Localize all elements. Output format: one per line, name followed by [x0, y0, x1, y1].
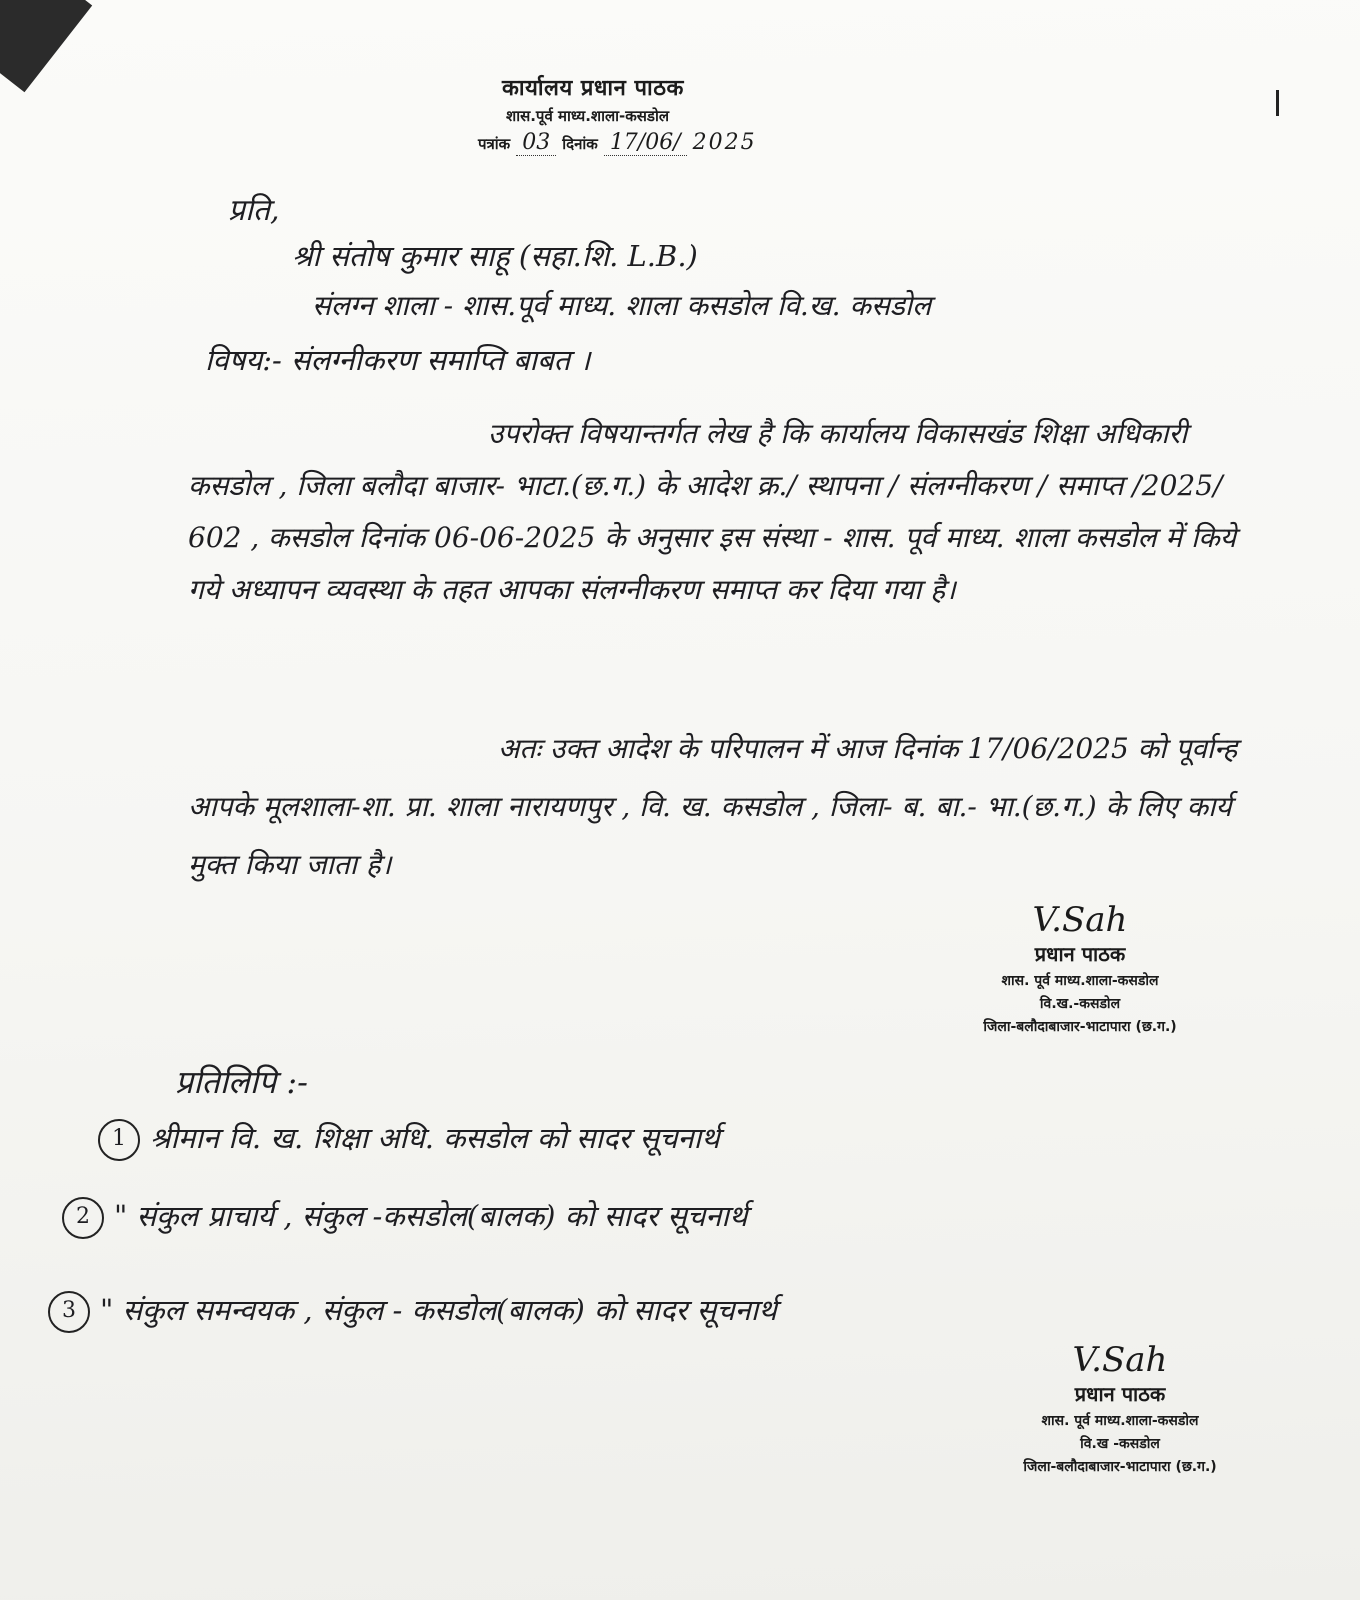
copy-item-text: " संकुल प्राचार्य , संकुल -कसडोल(बालक) को सादर सूचनार्थ: [114, 1199, 748, 1233]
school-name: शास.पूर्व माध्य.शाला-कसडोल: [506, 107, 670, 125]
signature: V.Sah: [1032, 900, 1128, 940]
copy-label: प्रतिलिपि :-: [175, 1063, 308, 1101]
copy-item-text: " संकुल समन्वयक , संकुल - कसडोल(बालक) को सादर सूचनार्थ: [100, 1293, 777, 1327]
copy-item-number: 1: [98, 1119, 140, 1161]
signature: V.Sah: [1072, 1340, 1168, 1380]
body-paragraph-1: [188, 408, 1268, 616]
signatory-school: शास. पूर्व माध्य.शाला-कसडोल: [1001, 973, 1159, 989]
para2-text: अतः उक्त आदेश के परिपालन में आज दिनांक 17/06/2025 को पूर्वान्ह आपके मूलशाला-शा. प्रा. शाला नारायणपुर , वि. ख. कसडोल , जिला- ब. बा.- भा.(छ.ग.) के लिए कार्य मुक्त किया जाता है।: [188, 732, 1238, 881]
body-paragraph-2: [188, 720, 1268, 894]
edge-mark: [1276, 90, 1279, 116]
copy-item: [48, 1290, 777, 1333]
copy-item-text: श्रीमान वि. ख. शिक्षा अधि. कसडोल को सादर सूचनार्थ: [150, 1121, 720, 1155]
signature-block-1: [920, 900, 1240, 1036]
scan-corner-shadow: [0, 0, 92, 92]
office-title: कार्यालय प्रधान पाठक: [502, 76, 684, 101]
attached-school: संलग्न शाला - शास.पूर्व माध्य. शाला कसडोल वि.ख. कसडोल: [312, 289, 932, 322]
para1-text: उपरोक्त विषयान्तर्गत लेख है कि कार्यालय विकासखंड शिक्षा अधिकारी कसडोल , जिला बलौदा बाजार- भाटा.(छ.ग.) के आदेश क्र./ स्थापना / संलग्नीकरण / समाप्त /2025/ 602 , कसडोल दिनांक 06-06-2025 के अनुसार इस संस्था - शास. पूर्व माध्य. शाला कसडोल में किये गये अध्यापन व्यवस्था के तहत आपका संलग्नीकरण समाप्त कर दिया गया है।: [188, 417, 1237, 606]
subject-line: विषय:- संलग्नीकरण समाप्ति बाबत ।: [205, 343, 591, 377]
signatory-title: प्रधान पाठक: [1074, 1382, 1166, 1406]
to-label: प्रति,: [228, 193, 280, 228]
signatory-school: शास. पूर्व माध्य.शाला-कसडोल: [1041, 1413, 1199, 1429]
ref-date: 17/06/: [604, 130, 687, 156]
reference-line: [478, 130, 898, 156]
copy-item: [62, 1196, 747, 1239]
copy-item: [98, 1118, 720, 1161]
ref-year: 2025: [692, 130, 757, 155]
date-label: दिनांक: [562, 135, 598, 153]
ref-label: पत्रांक: [478, 135, 511, 153]
addressee: श्री संतोष कुमार साहू (सहा.शि. L.B.): [292, 239, 698, 273]
signatory-block: वि.ख.-कसडोल: [1039, 996, 1121, 1012]
copy-item-number: 3: [48, 1291, 90, 1333]
ref-number: 03: [516, 130, 556, 156]
signatory-block: वि.ख -कसडोल: [1080, 1436, 1160, 1452]
signature-block-2: [960, 1340, 1280, 1476]
signatory-district: जिला-बलौदाबाजार-भाटापारा (छ.ग.): [1023, 1459, 1217, 1475]
signatory-title: प्रधान पाठक: [1034, 942, 1126, 966]
copy-item-number: 2: [62, 1197, 104, 1239]
signatory-district: जिला-बलौदाबाजार-भाटापारा (छ.ग.): [983, 1019, 1177, 1035]
letter-header: [478, 72, 898, 156]
